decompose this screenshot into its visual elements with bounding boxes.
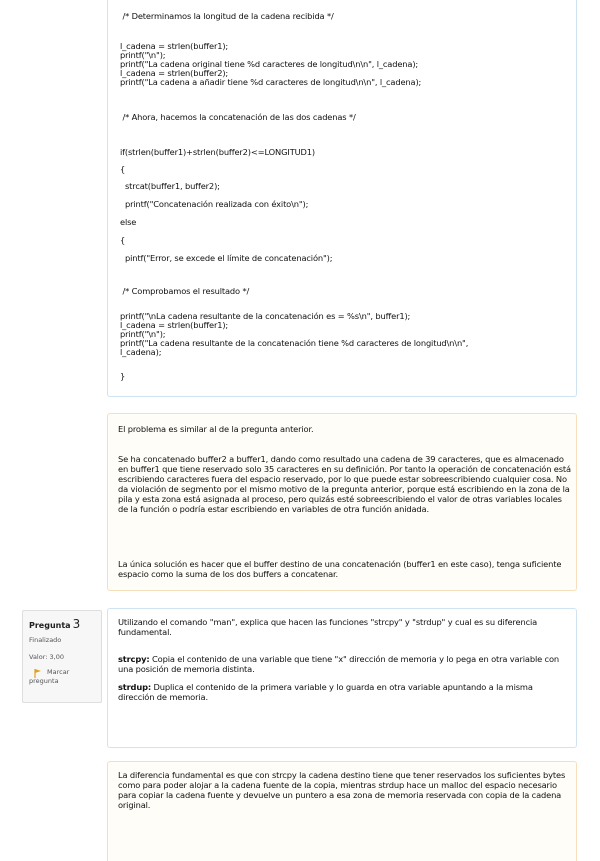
code-line: if(strlen(buffer1)+strlen(buffer2)<=LONGITUD1) xyxy=(120,147,315,157)
code-comment-length: /* Determinamos la longitud de la cadena recibida */ xyxy=(120,11,334,21)
code-line: l_cadena); xyxy=(120,347,162,357)
answer-strdup xyxy=(118,682,568,702)
feedback-paragraph: Se ha concatenado buffer2 a buffer1, dando como resultado una cadena de 39 caracteres, que es almacenado en buffer1 que tiene reservado solo 35 caracteres en su definición. Por tanto la operación de concatenación está escribiendo caracteres fuera del espacio reservado, por lo que puede estar sobreescribiendo cualquier cosa. No da violación de segmento por el mismo motivo de la pregunta anterior, porque está escribiendo en la zona de la pila y esta zona está asignada al proceso, pero quizás esté sobreescribiendo el valor de otras variables locales de la función o podría estar escribiendo en variables de otra función anidada. xyxy=(118,454,571,514)
question-label: Pregunta xyxy=(29,621,71,630)
code-line: l_cadena = strlen(buffer1); xyxy=(120,41,229,51)
feedback-paragraph: La diferencia fundamental es que con strcpy la cadena destino tiene que tener reservados los suficientes bytes como para poder alojar a la cadena fuente de la copia, mientras strdup hace un malloc del espacio necesario para copiar la cadena fuente y devuelve un puntero a esa zona de memoria reservada con copia de la cadena original. xyxy=(118,770,566,810)
code-line: printf("\nLa cadena resultante de la concatenación es = %s\n", buffer1); xyxy=(120,311,411,321)
code-line: else xyxy=(120,217,137,227)
code-line: printf("La cadena resultante de la concatenación tiene %d caracteres de longitud\n\n", xyxy=(120,338,469,348)
flag-label: Marcar xyxy=(47,668,70,676)
answer-code-box xyxy=(107,0,577,397)
question-grade: Valor: 3,00 xyxy=(29,653,64,661)
question-number xyxy=(29,617,80,631)
code-comment-check: /* Comprobamos el resultado */ xyxy=(120,286,250,296)
flag-question-button[interactable] xyxy=(29,667,99,689)
feedback-paragraph: El problema es similar al de la pregunta anterior. xyxy=(118,424,314,434)
code-line: { xyxy=(120,235,126,245)
code-line: printf("La cadena a añadir tiene %d caracteres de longitud\n\n", l_cadena); xyxy=(120,77,422,87)
strcpy-term: strcpy: xyxy=(118,654,150,664)
code-comment-concat: /* Ahora, hacemos la concatenación de las dos cadenas */ xyxy=(120,112,356,122)
general-feedback-q2 xyxy=(107,413,577,591)
code-line: l_cadena = strlen(buffer1); xyxy=(120,320,229,330)
code-line: { xyxy=(120,164,126,174)
feedback-paragraph: La única solución es hacer que el buffer destino de una concatenación (buffer1 en este caso), tenga suficiente espacio como la suma de los dos buffers a concatenar. xyxy=(118,559,562,579)
general-feedback-q3 xyxy=(107,761,577,861)
code-line: printf("La cadena original tiene %d caracteres de longitud\n\n", l_cadena); xyxy=(120,59,419,69)
question-content-box xyxy=(107,608,577,748)
strdup-term: strdup: xyxy=(118,682,152,692)
code-line: printf("Concatenación realizada con éxito\n"); xyxy=(120,199,309,209)
code-line: printf("\n"); xyxy=(120,50,166,60)
strcpy-text: Copia el contenido de una variable que tiene "x" dirección de memoria y lo pega en otra variable con una posición de memoria distinta. xyxy=(118,654,559,674)
flag-label: pregunta xyxy=(29,677,59,685)
question-prompt: Utilizando el comando "man", explica que hacen las funciones "strcpy" y "strdup" y cual es su diferencia fundamental. xyxy=(118,617,538,637)
code-line: } xyxy=(120,371,126,381)
code-line: printf("\n"); xyxy=(120,329,166,339)
question-info xyxy=(22,610,102,703)
question-state: Finalizado xyxy=(29,636,62,644)
question-number-value: 3 xyxy=(72,617,81,631)
code-line: strcat(buffer1, buffer2); xyxy=(120,181,220,191)
answer-strcpy xyxy=(118,654,568,674)
strdup-text: Duplica el contenido de la primera variable y lo guarda en otra variable apuntando a la misma dirección de memoria. xyxy=(118,682,533,702)
code-line: pintf("Error, se excede el límite de concatenación"); xyxy=(120,253,333,263)
code-line: l_cadena = strlen(buffer2); xyxy=(120,68,229,78)
